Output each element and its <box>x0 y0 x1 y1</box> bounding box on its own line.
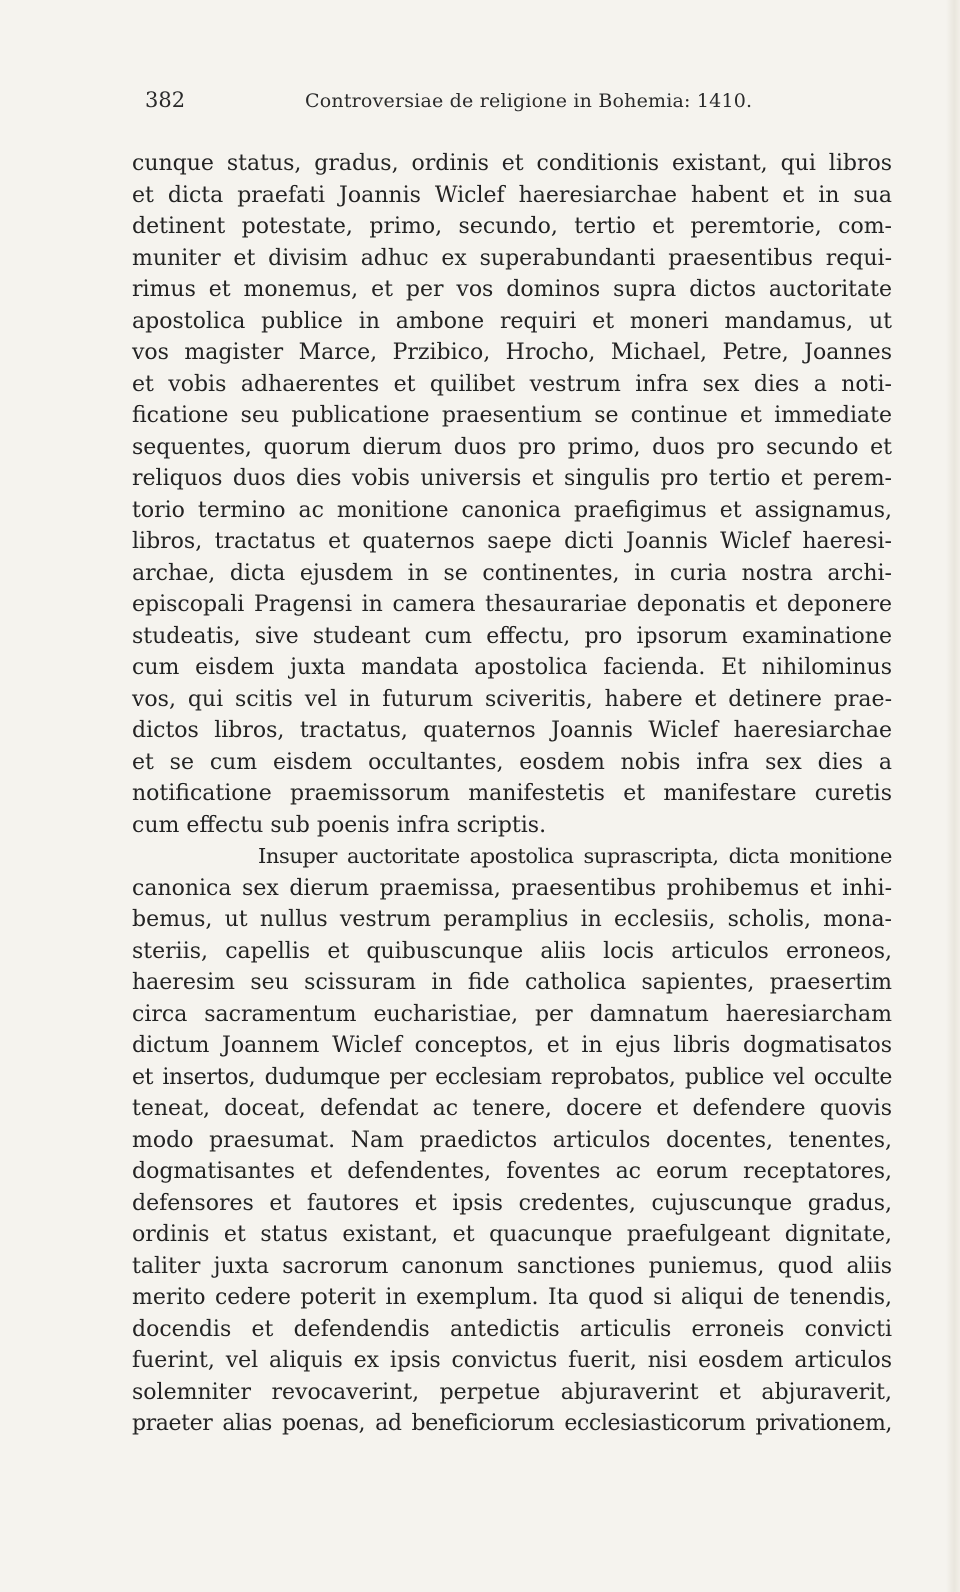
text-line: teneat, doceat, defendat ac tenere, docere et defendere quovis <box>132 1096 892 1121</box>
text-line: cunque status, gradus, ordinis et conditionis existant, qui libros <box>132 151 892 176</box>
body-text <box>132 148 892 1440</box>
text-line: apostolica publice in ambone requiri et moneri mandamus, ut <box>132 308 892 334</box>
text-line: steriis, capellis et quibuscunque aliis locis articulos erroneos, <box>132 938 892 964</box>
text-line: ficatione seu publicatione praesentium se continue et immediate <box>132 403 892 428</box>
text-line: cum effectu sub poenis infra scriptis. <box>132 812 547 838</box>
page-header <box>145 88 890 122</box>
running-title: Controversiae de religione in Bohemia: 1410. <box>305 90 753 112</box>
text-line: merito cedere poterit in exemplum. Ita quod si aliqui de tenendis, <box>132 1285 892 1310</box>
text-line: praeter alias poenas, ad beneficiorum ecclesiasticorum privationem, <box>132 1411 892 1436</box>
text-line: bemus, ut nullus vestrum peramplius in ecclesiis, scholis, mona- <box>132 907 892 932</box>
text-line: muniter et divisim adhuc ex superabundanti praesentibus requi- <box>132 245 892 271</box>
text-line: circa sacramentum eucharistiae, per damnatum haeresiarcham <box>132 1001 892 1027</box>
text-line: libros, tractatus et quaternos saepe dicti Joannis Wiclef haeresi- <box>132 529 892 554</box>
text-line: taliter juxta sacrorum canonum sanctiones puniemus, quod aliis <box>132 1253 892 1279</box>
text-line: rimus et monemus, et per vos dominos supra dictos auctoritate <box>132 277 892 302</box>
text-line: solemniter revocaverint, perpetue abjuraverint et abjuraverit, <box>132 1379 892 1405</box>
page-edge-shadow <box>946 0 960 1592</box>
text-line: studeatis, sive studeant cum effectu, pro ipsorum examinatione <box>132 623 892 649</box>
text-line: canonica sex dierum praemissa, praesentibus prohibemus et inhi- <box>132 875 892 901</box>
text-line: vos magister Marce, Przibico, Hrocho, Michael, Petre, Joannes <box>132 340 892 365</box>
text-line: ordinis et status existant, et quacunque praefulgeant dignitate, <box>132 1222 892 1247</box>
paragraph-first-line: Insuper auctoritate apostolica suprascripta, dicta monitione <box>258 844 892 868</box>
text-line: dictos libros, tractatus, quaternos Joannis Wiclef haeresiarchae <box>132 718 892 743</box>
text-line: dogmatisantes et defendentes, foventes ac eorum receptatores, <box>132 1159 892 1184</box>
text-line: et se cum eisdem occultantes, eosdem nobis infra sex dies a <box>132 749 892 775</box>
text-line: reliquos duos dies vobis universis et singulis pro tertio et perem- <box>132 466 892 491</box>
text-line: sequentes, quorum dierum duos pro primo, duos pro secundo et <box>132 434 892 460</box>
page-number: 382 <box>145 88 186 112</box>
text-line: et insertos, dudumque per ecclesiam reprobatos, publice vel occulte <box>132 1064 892 1090</box>
text-line: dictum Joannem Wiclef conceptos, et in ejus libris dogmatisatos <box>132 1033 892 1058</box>
text-line: notificatione praemissorum manifestetis et manifestare curetis <box>132 781 892 806</box>
text-line: episcopali Pragensi in camera thesaurariae deponatis et deponere <box>132 592 892 617</box>
text-line: defensores et fautores et ipsis credentes, cujuscunque gradus, <box>132 1190 892 1216</box>
text-line: fuerint, vel aliquis ex ipsis convictus fuerit, nisi eosdem articulos <box>132 1348 892 1373</box>
text-line: et dicta praefati Joannis Wiclef haeresiarchae habent et in sua <box>132 182 892 208</box>
text-line: et vobis adhaerentes et quilibet vestrum infra sex dies a noti- <box>132 371 892 397</box>
text-line: vos, qui scitis vel in futurum sciveritis, habere et detinere prae- <box>132 686 892 712</box>
text-line: modo praesumat. Nam praedictos articulos docentes, tenentes, <box>132 1127 892 1153</box>
text-line: cum eisdem juxta mandata apostolica facienda. Et nihilominus <box>132 655 892 680</box>
text-line: docendis et defendendis antedictis articulis erroneis convicti <box>132 1316 892 1342</box>
text-line: torio termino ac monitione canonica praefigimus et assignamus, <box>132 497 892 523</box>
text-line: detinent potestate, primo, secundo, tertio et peremtorie, com- <box>132 214 892 239</box>
text-line: haeresim seu scissuram in fide catholica sapientes, praesertim <box>132 970 892 995</box>
text-line: archae, dicta ejusdem in se continentes, in curia nostra archi- <box>132 560 892 586</box>
